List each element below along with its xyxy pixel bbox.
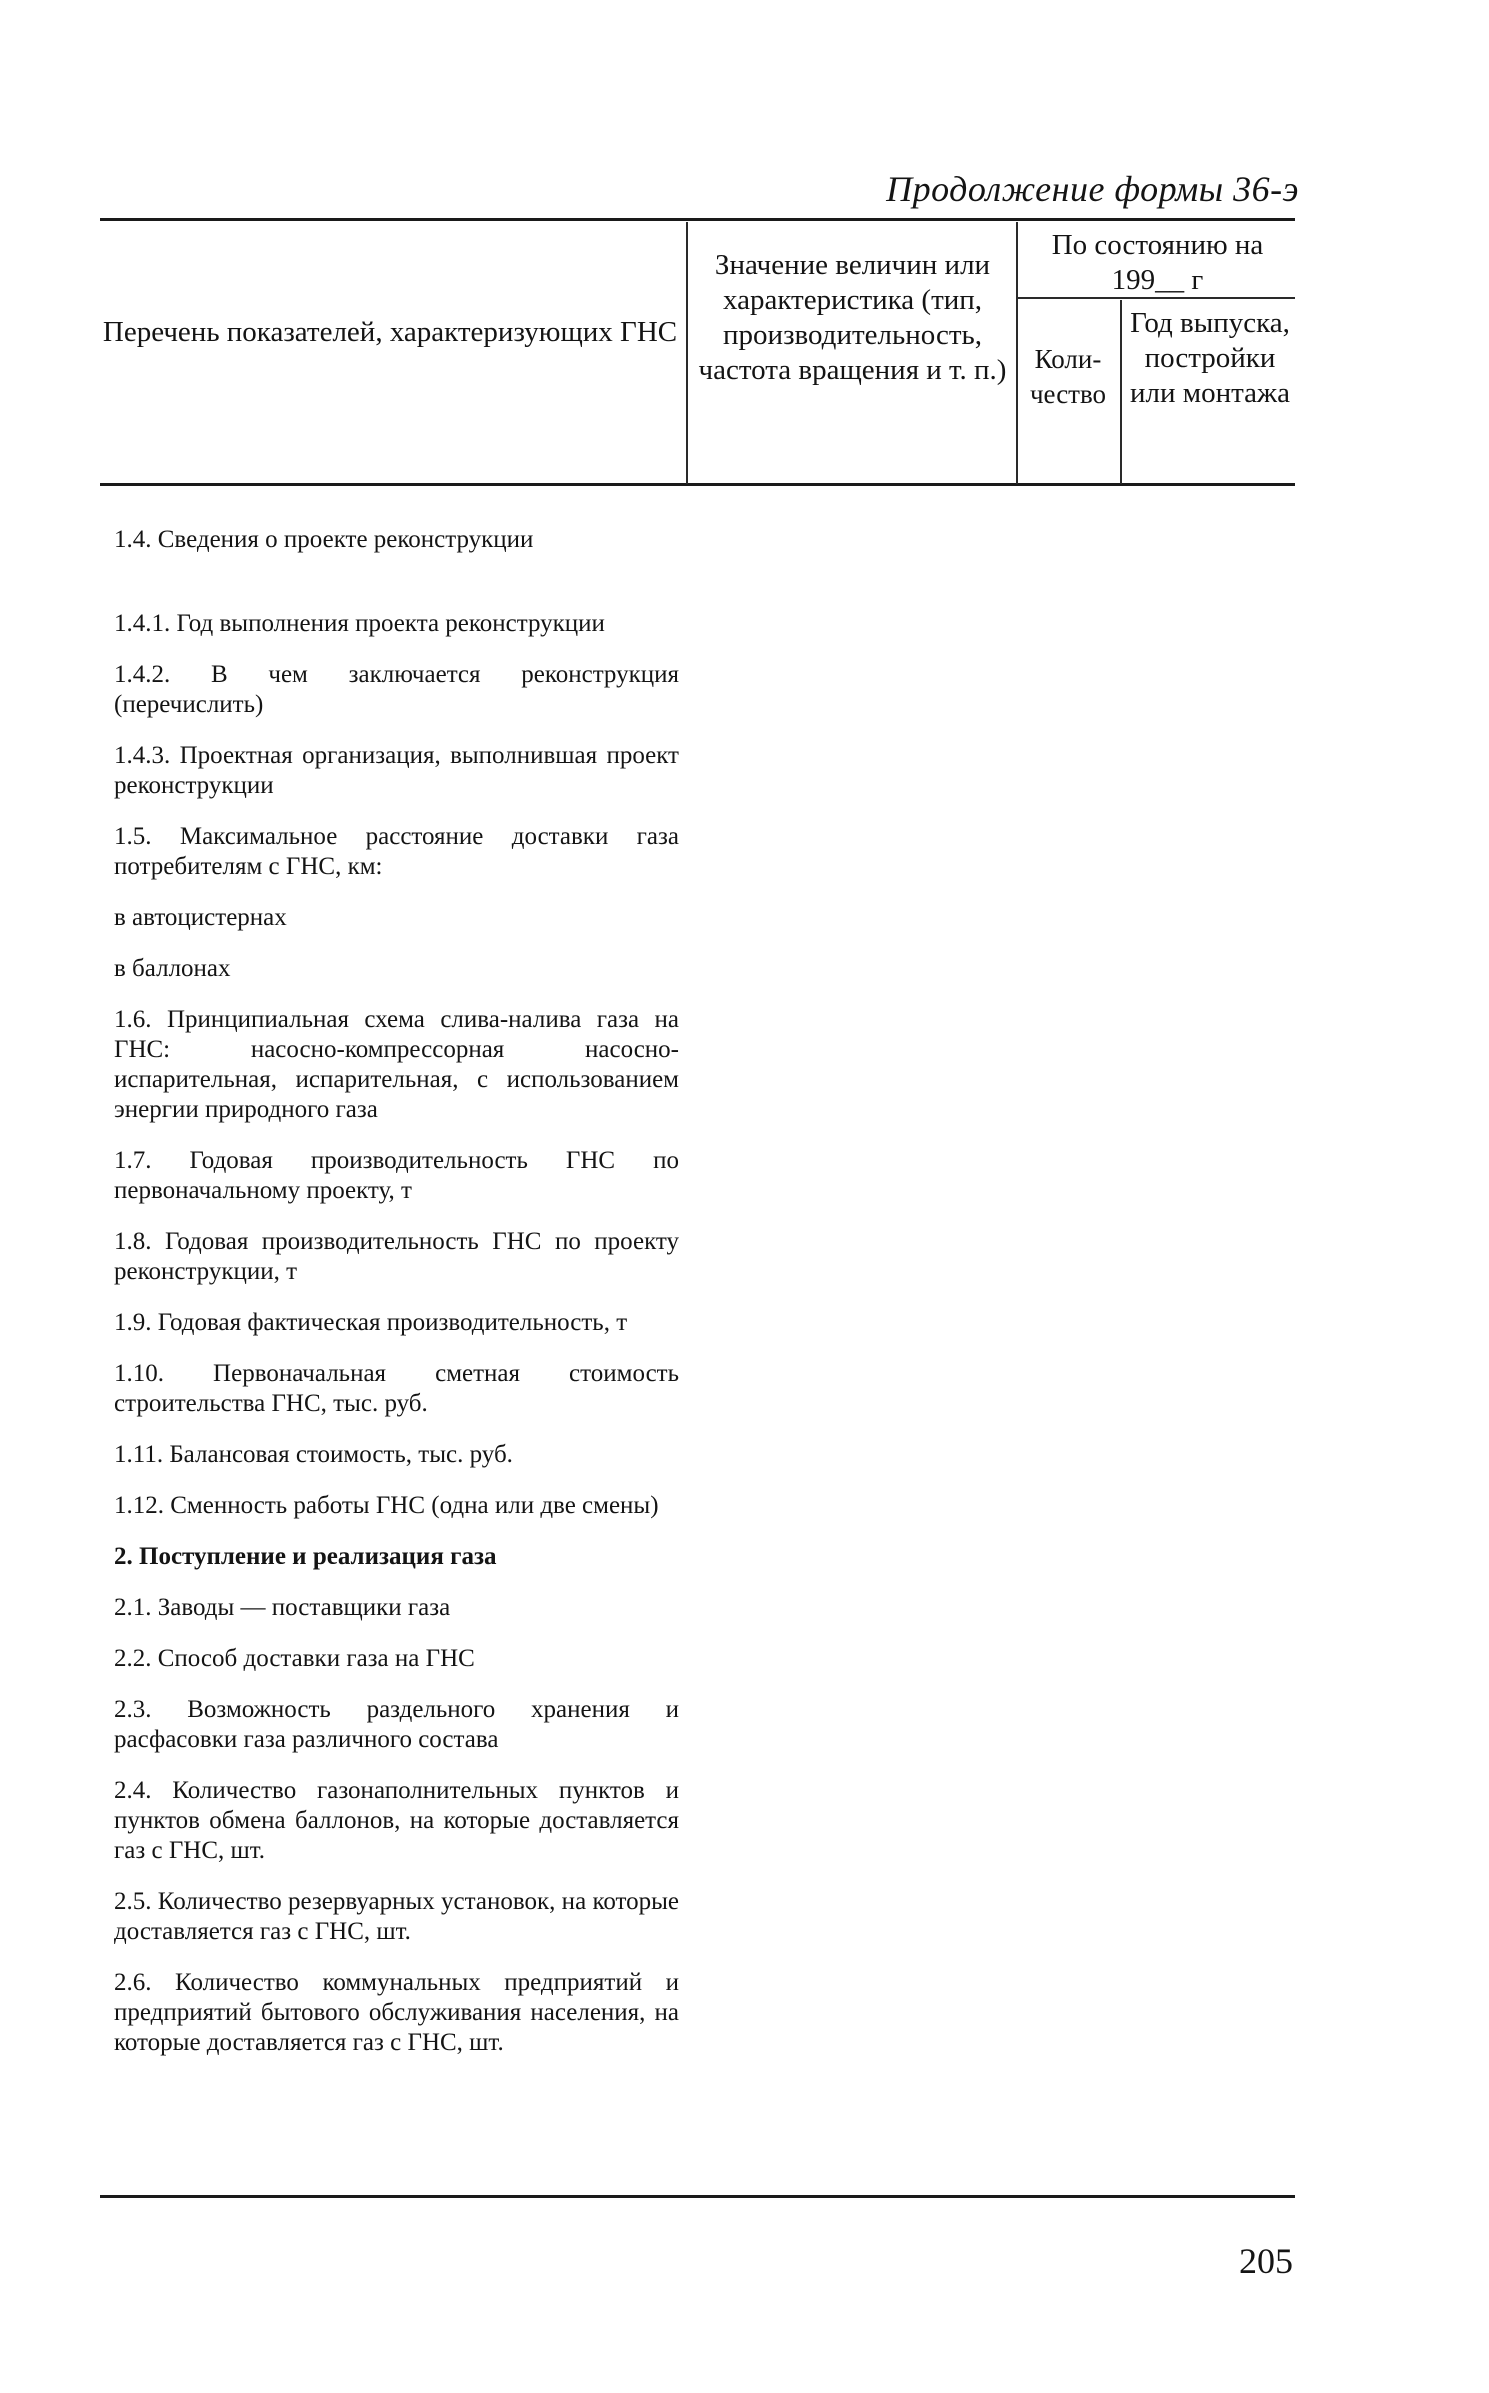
table-row: 1.12. Сменность работы ГНС (одна или две смены) bbox=[114, 1492, 659, 1519]
header-indicators-list: Перечень показателей, характеризующих ГНС bbox=[102, 316, 678, 348]
table-row: в баллонах bbox=[114, 955, 231, 982]
table-bottom-rule bbox=[100, 2195, 1295, 2198]
table-row: 2.2. Способ доставки газа на ГНС bbox=[114, 1645, 475, 1672]
table-row: 2.3. Возможность раздельного хранения и расфасовки газа различного состава bbox=[114, 1696, 679, 1753]
page-number: 205 bbox=[1239, 2241, 1293, 2281]
section-heading: 2. Поступление и реализация газа bbox=[114, 1543, 497, 1570]
table-header-bottom-rule bbox=[100, 483, 1295, 486]
indicator-rows bbox=[114, 525, 679, 2058]
table-row: 1.7. Годовая производительность ГНС по первоначальному проекту, т bbox=[114, 1147, 679, 1204]
header-quantity: Коли-чество bbox=[1029, 344, 1107, 409]
header-value-characteristic: Значение величин или характеристика (тип, производительность, частота вращения и т. п.) bbox=[698, 249, 1007, 386]
table-row: 1.5. Максимальное расстояние доставки газа потребителям с ГНС, км: bbox=[114, 823, 679, 880]
table-row: 1.4.2. В чем заключается реконструкция (перечислить) bbox=[114, 661, 679, 718]
table-row: 2.1. Заводы — поставщики газа bbox=[114, 1594, 451, 1621]
header-as-of-date: По состоянию на bbox=[1051, 229, 1264, 261]
table-row: 1.6. Принципиальная схема слива-налива газа на ГНС: насосно-компрессорная насосно-испарительная, испарительная, с использованием энергии природного газа bbox=[114, 1006, 679, 1123]
table-row: 2.5. Количество резервуарных установок, на которые доставляется газ с ГНС, шт. bbox=[114, 1888, 679, 1945]
table-row: 1.11. Балансовая стоимость, тыс. руб. bbox=[114, 1441, 513, 1468]
table-row: 1.4.1. Год выполнения проекта реконструкции bbox=[114, 610, 605, 637]
table-top-rule bbox=[100, 218, 1295, 221]
table-row: 2.6. Количество коммунальных предприятий и предприятий бытового обслуживания населения, на которые доставляется газ с ГНС, шт. bbox=[114, 1969, 679, 2056]
header-as-of-year: 199__ г bbox=[1111, 264, 1204, 296]
column-divider-3 bbox=[1120, 300, 1122, 484]
table-row: 1.10. Первоначальная сметная стоимость строительства ГНС, тыс. руб. bbox=[114, 1360, 679, 1417]
table-row: 1.8. Годовая производительность ГНС по проекту реконструкции, т bbox=[114, 1228, 679, 1285]
table-row: 2.4. Количество газонаполнительных пунктов и пунктов обмена баллонов, на которые доставляется газ с ГНС, шт. bbox=[114, 1777, 679, 1864]
header-year-of-manufacture: Год выпуска, постройки или монтажа bbox=[1130, 307, 1290, 409]
table-row: в автоцистернах bbox=[114, 904, 287, 931]
table-row: 1.4.3. Проектная организация, выполнившая проект реконструкции bbox=[114, 742, 679, 799]
table-row: 1.9. Годовая фактическая производительность, т bbox=[114, 1309, 628, 1336]
form-continuation-label: Продолжение формы 36-э bbox=[886, 169, 1299, 209]
column-divider-1 bbox=[686, 222, 688, 484]
table-row: 1.4. Сведения о проекте реконструкции bbox=[114, 526, 534, 553]
